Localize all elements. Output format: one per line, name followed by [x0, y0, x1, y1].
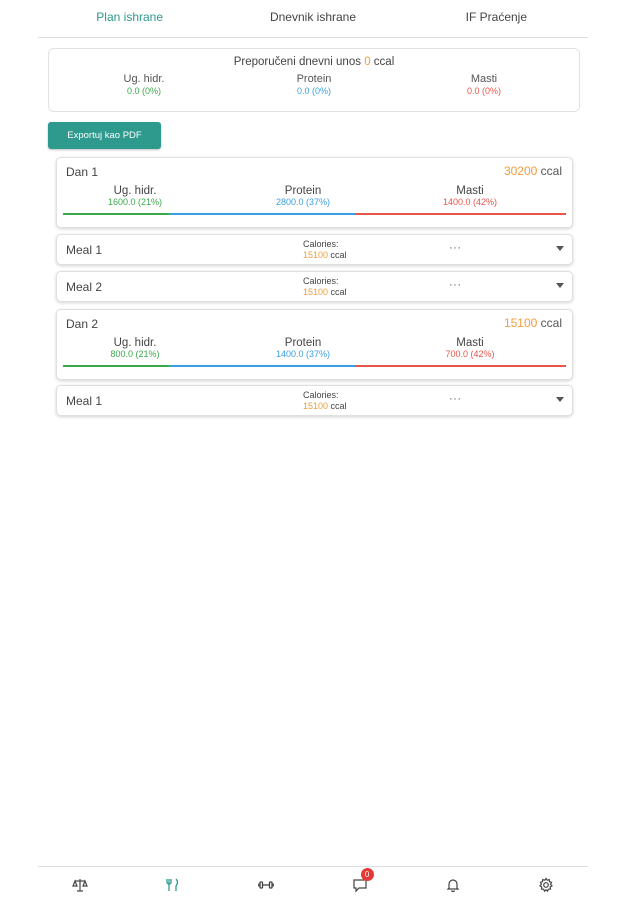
- macro-bar-protein: [169, 213, 355, 215]
- day-protein-label: Protein: [284, 337, 322, 349]
- nav-settings[interactable]: [534, 873, 558, 897]
- chevron-down-icon[interactable]: [556, 246, 564, 251]
- macro-bar-protein: [169, 365, 355, 367]
- summary-protein-value: 0.0 (0%): [296, 86, 331, 96]
- summary-protein: [230, 73, 398, 96]
- day-fat-label: Masti: [456, 185, 484, 197]
- summary-macros: [49, 73, 579, 96]
- day-protein: [243, 337, 363, 359]
- more-options-icon[interactable]: ···: [449, 279, 462, 291]
- day-carbs-value: 800.0 (21%): [110, 349, 160, 359]
- day-card-2[interactable]: [56, 309, 573, 380]
- summary-carbs-label: Ug. hidr.: [123, 73, 165, 85]
- nav-workout[interactable]: [254, 873, 278, 897]
- summary-title: [49, 56, 579, 68]
- tab-plan-ishrane[interactable]: Plan ishrane: [96, 10, 164, 24]
- summary-fat: [400, 73, 568, 96]
- bell-icon: [445, 877, 461, 893]
- day-fat: [410, 337, 530, 359]
- meal-card[interactable]: [56, 271, 573, 302]
- tab-dnevnik-ishrane[interactable]: Dnevnik ishrane: [269, 10, 357, 24]
- meal-calories-label: Calories:: [303, 276, 339, 286]
- macro-progress-bar: [63, 365, 566, 367]
- day-name: Dan 2: [66, 317, 99, 331]
- meal-card[interactable]: [56, 234, 573, 265]
- day-fat-label: Masti: [456, 337, 484, 349]
- meal-calories: [303, 239, 347, 261]
- day-carbs-value: 1600.0 (21%): [107, 197, 163, 207]
- summary-kcal-unit: ccal: [373, 56, 395, 68]
- chevron-down-icon[interactable]: [556, 397, 564, 402]
- summary-protein-label: Protein: [296, 73, 332, 85]
- nav-scale[interactable]: [68, 873, 92, 897]
- macro-progress-bar: [63, 213, 566, 215]
- day-carbs-label: Ug. hidr.: [113, 185, 157, 197]
- fork-knife-icon: [165, 877, 181, 893]
- meal-name: Meal 1: [66, 394, 103, 408]
- more-options-icon[interactable]: ···: [449, 393, 462, 405]
- meal-calories-label: Calories:: [303, 239, 339, 249]
- meal-calories: [303, 390, 347, 412]
- summary-carbs: [60, 73, 228, 96]
- macro-bar-carbs: [63, 213, 169, 215]
- summary-kcal-value: 0: [364, 56, 371, 68]
- tab-if-pracenje[interactable]: IF Praćenje: [465, 10, 527, 24]
- meal-calories-value: 15100: [303, 287, 329, 297]
- day-carbs: [75, 185, 195, 207]
- day-fat-value: 1400.0 (42%): [442, 197, 498, 207]
- nav-chat[interactable]: [348, 870, 372, 897]
- day-name: Dan 1: [66, 165, 99, 179]
- day-fat-value: 700.0 (42%): [445, 349, 495, 359]
- day-kcal: [504, 316, 562, 330]
- dumbbell-icon: [258, 877, 274, 893]
- meal-name: Meal 2: [66, 280, 103, 294]
- notification-badge: 0: [361, 868, 374, 881]
- more-options-icon[interactable]: ···: [449, 242, 462, 254]
- nav-meal-plan[interactable]: [161, 873, 185, 897]
- summary-fat-label: Masti: [470, 73, 498, 85]
- meal-calories-unit: ccal: [330, 250, 347, 260]
- summary-carbs-value: 0.0 (0%): [126, 86, 161, 96]
- day-kcal-value: 30200: [503, 164, 538, 178]
- macro-bar-fat: [355, 365, 566, 367]
- day-protein-value: 1400.0 (37%): [275, 349, 331, 359]
- day-kcal: [504, 164, 562, 178]
- macro-bar-carbs: [63, 365, 169, 367]
- gear-icon: [538, 877, 554, 893]
- day-fat: [410, 185, 530, 207]
- meal-calories-value: 15100: [303, 250, 329, 260]
- day-protein-label: Protein: [284, 185, 322, 197]
- summary-title-text: Preporučeni dnevni unos: [233, 56, 361, 68]
- nav-notifications[interactable]: [441, 873, 465, 897]
- meal-calories-unit: ccal: [330, 287, 347, 297]
- summary-fat-value: 0.0 (0%): [466, 86, 501, 96]
- day-card-1[interactable]: [56, 157, 573, 228]
- meal-calories: [303, 276, 347, 298]
- day-protein-value: 2800.0 (37%): [275, 197, 331, 207]
- day-kcal-value: 15100: [503, 316, 538, 330]
- scale-icon: [72, 877, 88, 893]
- meal-calories-value: 15100: [303, 401, 329, 411]
- meal-card[interactable]: [56, 385, 573, 416]
- meal-calories-label: Calories:: [303, 390, 339, 400]
- meal-name: Meal 1: [66, 243, 103, 257]
- bottom-navigation: [38, 866, 588, 900]
- meal-calories-unit: ccal: [330, 401, 347, 411]
- day-kcal-unit: ccal: [540, 316, 562, 330]
- export-pdf-button[interactable]: Exportuj kao PDF: [48, 122, 161, 149]
- macro-bar-fat: [355, 213, 566, 215]
- day-kcal-unit: ccal: [540, 164, 562, 178]
- chevron-down-icon[interactable]: [556, 283, 564, 288]
- day-carbs: [75, 337, 195, 359]
- day-carbs-label: Ug. hidr.: [113, 337, 157, 349]
- top-tabs: [38, 0, 588, 38]
- daily-intake-summary: [48, 48, 580, 112]
- day-protein: [243, 185, 363, 207]
